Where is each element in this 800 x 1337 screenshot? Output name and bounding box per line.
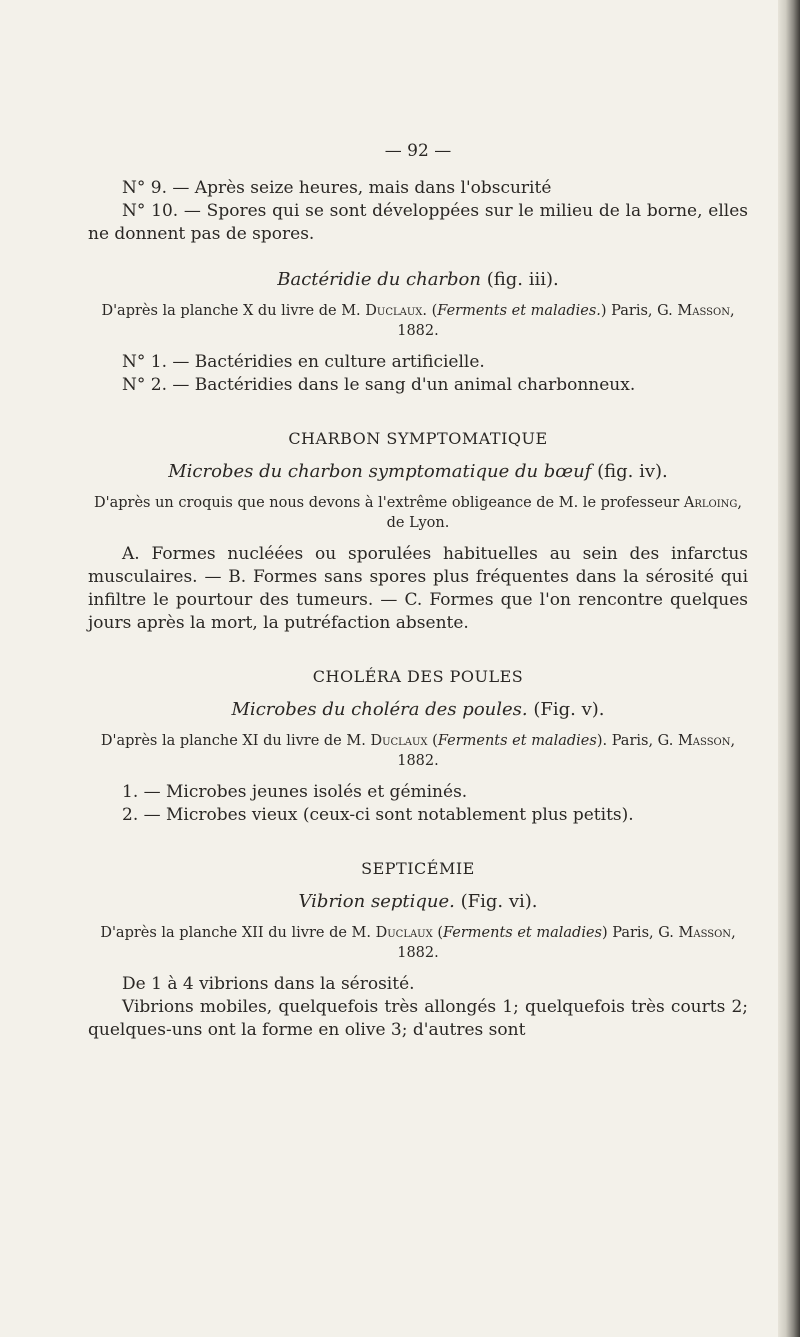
page-number: — 92 —	[384, 141, 452, 161]
list-item: N° 2. — Bactéridies dans le sang d'un animal charbonneux.	[122, 375, 636, 395]
source-note: D'après la planche X du livre de M. Duclaux. (Ferments et maladies.) Paris, G. Masson, 1882.	[101, 303, 735, 339]
section-heading: SEPTICÉMIE	[361, 859, 475, 878]
list-item: N° 1. — Bactéridies en culture artificielle.	[122, 352, 485, 372]
list-item: N° 9. — Après seize heures, mais dans l'obscurité	[122, 178, 552, 198]
body-paragraph: A. Formes nucléées ou sporulées habituelles au sein des infarctus musculaires. — B. Formes sans spores plus fréquentes dans la sérosité qui infiltre le pourtour des tumeurs. — C. Formes que l'on rencontre quelques jours après la mort, la putréfaction absente.	[88, 544, 748, 633]
section-heading: CHARBON SYMPTOMATIQUE	[288, 429, 548, 448]
body-paragraph: Vibrions mobiles, quelquefois très allongés 1; quelquefois très courts 2; quelques-uns ont la forme en olive 3; d'autres sont	[88, 997, 748, 1040]
section-title: Bactéridie du charbon (fig. iii).	[277, 269, 559, 290]
source-note: D'après la planche XII du livre de M. Duclaux (Ferments et maladies) Paris, G. Masson, 1882.	[100, 925, 736, 961]
section-title: Vibrion septique. (Fig. vi).	[298, 891, 538, 912]
section-title: Microbes du charbon symptomatique du bœuf (fig. iv).	[168, 461, 668, 482]
section-title: Microbes du choléra des poules. (Fig. v).	[231, 699, 605, 720]
source-note: D'après la planche XI du livre de M. Duclaux (Ferments et maladies). Paris, G. Masson, 1882.	[100, 733, 736, 769]
list-item: N° 10. — Spores qui se sont développées sur le milieu de la borne, elles ne donnent pas de spores.	[88, 201, 748, 244]
body-line: De 1 à 4 vibrions dans la sérosité.	[122, 974, 415, 994]
page-binding-edge	[778, 0, 800, 1337]
list-item: 1. — Microbes jeunes isolés et géminés.	[122, 782, 468, 802]
list-item: 2. — Microbes vieux (ceux-ci sont notablement plus petits).	[122, 805, 634, 825]
section-heading: CHOLÉRA DES POULES	[312, 667, 524, 686]
source-note: D'après un croquis que nous devons à l'extrême obligeance de M. le professeur Arloing, de Lyon.	[93, 495, 743, 531]
page-content	[88, 140, 748, 1042]
